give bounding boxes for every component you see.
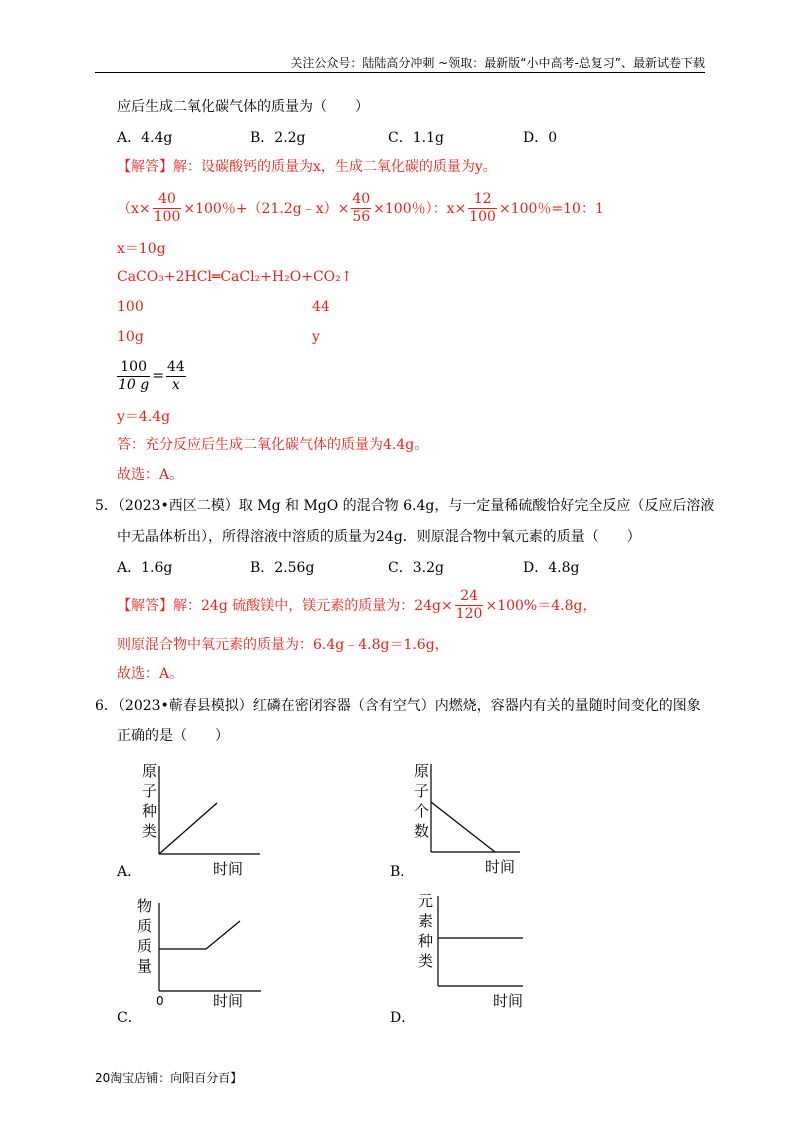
- q4-equation-1: [117, 188, 604, 228]
- graph-c-curve: [159, 921, 240, 949]
- graph-c-ylabel-4: 量: [137, 957, 153, 975]
- eq1-f1-num: 40: [153, 191, 182, 208]
- proportion-r-num: 44: [166, 359, 185, 376]
- graph-c-ylabel-3: 质: [137, 937, 153, 955]
- graph-a-ylabel-4: 类: [142, 822, 158, 840]
- q4-option-d: D．0: [523, 130, 558, 146]
- eq1-fraction-1: [153, 191, 182, 224]
- graph-d-option: D．: [390, 1010, 416, 1026]
- graph-b-ylabel-1: 原: [414, 762, 430, 780]
- q4-ratio-top-right: 44: [312, 299, 330, 315]
- q4-option-b: B．2.2g: [250, 130, 306, 146]
- q5-answer-line-1: [117, 585, 596, 625]
- proportion-left: [117, 359, 150, 392]
- q6-line-2: 正确的是（ ）: [117, 728, 229, 744]
- graph-a-ylabel-1: 原: [142, 762, 158, 780]
- eq1-mid2: ×100％）：x×: [373, 201, 467, 217]
- q4-option-c: C．1.1g: [388, 130, 444, 146]
- eq1-mid1: ×100％+（21.2g﹣x）×: [183, 201, 350, 217]
- graph-c-option: C．: [117, 1010, 142, 1026]
- q4-stem-tail: 应后生成二氧化碳气体的质量为（ ）: [117, 99, 369, 115]
- q5-fraction: [455, 588, 484, 621]
- graph-a-option: A．: [117, 864, 142, 880]
- proportion-l-num: 100: [117, 359, 150, 376]
- graph-d-ylabel-1: 元: [418, 892, 434, 910]
- graph-c-ylabel-1: 物: [137, 897, 153, 915]
- graph-a-curve: [159, 803, 217, 854]
- graph-d-ylabel-3: 种: [418, 932, 434, 950]
- eq1-fraction-2: [351, 191, 371, 224]
- q5-option-a: A．1.6g: [117, 560, 173, 576]
- header-rule: [95, 72, 705, 73]
- q5-option-c: C．3.2g: [388, 560, 444, 576]
- eq1-f3-den: 100: [469, 208, 496, 225]
- q5-option-d: D．4.8g: [523, 560, 580, 576]
- q5-answer-post: ×100%＝4.8g，: [485, 598, 597, 614]
- graph-c-origin: 0: [156, 994, 164, 1008]
- graph-b-ylabel-4: 数: [414, 822, 430, 840]
- q4-reaction-equation: CaCO₃+2HCl═CaCl₂+H₂O+CO₂↑: [117, 269, 353, 285]
- graph-c-xlabel: 时间: [213, 992, 244, 1010]
- q4-ratio-top-left: 100: [117, 299, 144, 315]
- graph-d-ylabel-4: 类: [418, 952, 434, 970]
- eq1-open: （x×: [117, 201, 151, 217]
- q4-x-result: x＝10g: [117, 241, 166, 257]
- q4-option-a: A．4.4g: [117, 130, 173, 146]
- q4-ratio-bottom-left: 10g: [117, 329, 144, 345]
- graph-a-ylabel-2: 子: [142, 782, 158, 800]
- page-footer: 20淘宝店铺：向阳百分百】: [95, 1071, 243, 1085]
- graph-b-ylabel-2: 子: [414, 782, 430, 800]
- eq1-f1-den: 100: [153, 208, 181, 225]
- graph-d-ylabel-2: 素: [418, 912, 434, 930]
- eq1-tail: ×100％=10：1: [498, 201, 604, 217]
- q5-line-1: 5．（2023•西区二模）取 Mg 和 MgO 的混合物 6.4g，与一定量稀硫酸恰好完全反应（反应后溶液: [95, 498, 715, 514]
- q6-line-1: 6．（2023•蕲春县模拟）红磷在密闭容器（含有空气）内燃烧，容器内有关的量随时间变化的图象: [95, 698, 701, 714]
- proportion-l-den: 10 g: [118, 376, 150, 393]
- graph-b-curve: [431, 802, 495, 852]
- graph-a-ylabel-3: 种: [142, 802, 158, 820]
- proportion-right: [166, 359, 186, 392]
- graph-b-option: B．: [390, 864, 415, 880]
- q5-line-2: 中无晶体析出），所得溶液中溶质的质量为24g．则原混合物中氧元素的质量（ ）: [117, 529, 641, 545]
- q4-proportion: [115, 356, 188, 396]
- eq1-fraction-3: [468, 191, 497, 224]
- eq1-f2-num: 40: [352, 191, 371, 208]
- page-header: 关注公众号：陆陆高分冲刺 ~领取：最新版“小中高考-总复习”、最新试卷下载: [290, 56, 705, 70]
- q5-option-b: B．2.56g: [250, 560, 315, 576]
- q4-choice: 故选：A。: [117, 467, 184, 483]
- eq1-f2-den: 56: [352, 208, 371, 225]
- graph-b-xlabel: 时间: [485, 858, 516, 876]
- eq1-f3-num: 12: [468, 191, 497, 208]
- graph-c-ylabel-2: 质: [137, 917, 153, 935]
- graph-a: [115, 760, 265, 880]
- graph-b: [395, 760, 545, 880]
- q4-y-result: y＝4.4g: [117, 409, 171, 425]
- q5-answer-pre: 【解答】解：24g 硫酸镁中，镁元素的质量为：24g×: [117, 598, 453, 614]
- proportion-equals: =: [152, 368, 164, 384]
- graph-c: [115, 895, 265, 1015]
- graph-d-xlabel: 时间: [493, 992, 524, 1010]
- q5-answer-line-2: 则原混合物中氧元素的质量为：6.4g﹣4.8g＝1.6g，: [117, 637, 449, 653]
- q5-frac-den: 120: [455, 605, 483, 622]
- graph-a-xlabel: 时间: [213, 860, 244, 878]
- graph-b-ylabel-3: 个: [414, 802, 430, 820]
- q5-frac-num: 24: [455, 588, 484, 605]
- q5-choice: 故选：A。: [117, 666, 184, 682]
- q4-ratio-bottom-right: y: [312, 329, 320, 345]
- proportion-r-den: x: [171, 376, 180, 393]
- graph-d: [395, 890, 545, 1015]
- q4-answer-intro: 【解答】解：设碳酸钙的质量为x，生成二氧化碳的质量为y。: [117, 159, 497, 175]
- q4-conclusion: 答：充分反应后生成二氧化碳气体的质量为4.4g。: [117, 437, 429, 453]
